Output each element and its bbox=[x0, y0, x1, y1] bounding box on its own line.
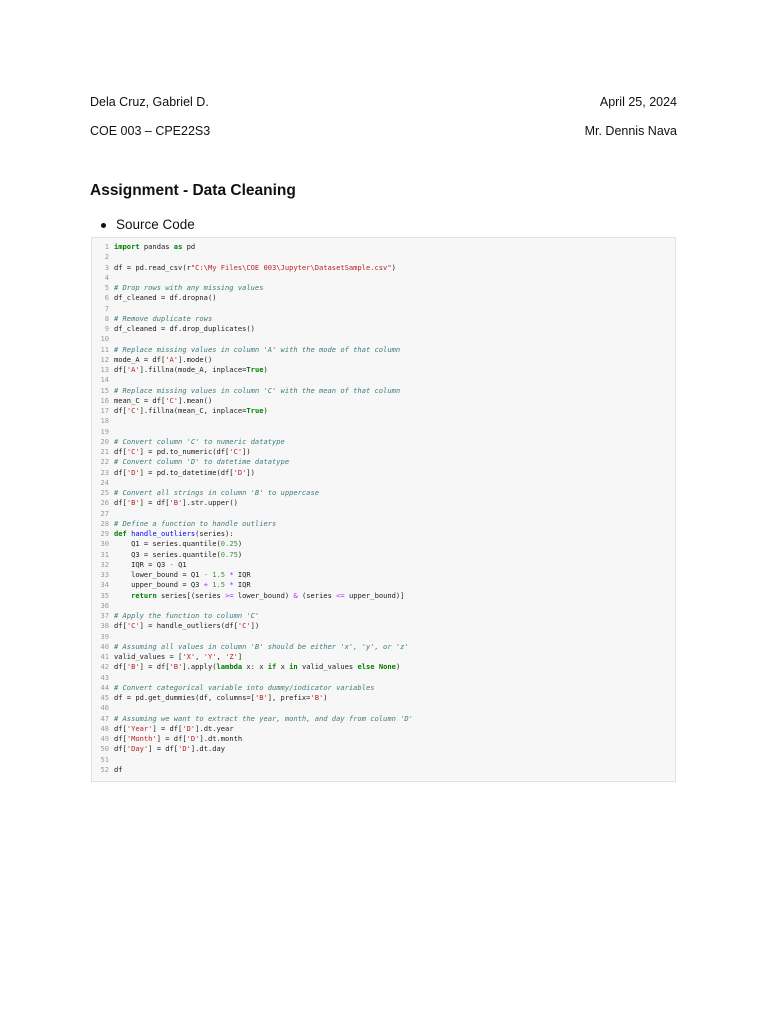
code-text: df['C'].fillna(mean_C, inplace=True) bbox=[114, 406, 268, 415]
code-text: Q3 = series.quantile(0.75) bbox=[114, 549, 243, 559]
code-line bbox=[92, 560, 675, 570]
line-number: 6 bbox=[104, 293, 109, 303]
code-line bbox=[92, 642, 675, 652]
author-name: Dela Cruz, Gabriel D. bbox=[90, 95, 209, 109]
line-number: 30 bbox=[100, 539, 109, 549]
code-block bbox=[91, 237, 676, 782]
line-number: 29 bbox=[100, 529, 109, 538]
code-line bbox=[92, 550, 675, 560]
code-text: import pandas as pd bbox=[114, 242, 196, 251]
code-text: # Define a function to handle outliers bbox=[114, 518, 277, 528]
code-line bbox=[92, 509, 675, 519]
line-number: 21 bbox=[100, 447, 109, 456]
code-text: df bbox=[114, 764, 123, 774]
code-line bbox=[92, 386, 675, 396]
code-text: # Replace missing values in column 'A' with the mode of that column bbox=[114, 344, 401, 354]
code-line bbox=[92, 242, 675, 252]
code-text: upper_bound = Q3 + 1.5 * IQR bbox=[114, 580, 251, 590]
code-line bbox=[92, 529, 675, 539]
code-line bbox=[92, 488, 675, 498]
bullet-item bbox=[116, 216, 195, 234]
line-number: 40 bbox=[100, 641, 109, 651]
assignment-title: Assignment - Data Cleaning bbox=[90, 182, 296, 199]
code-line bbox=[92, 673, 675, 683]
line-number: 16 bbox=[100, 395, 109, 405]
code-line bbox=[92, 734, 675, 744]
code-line bbox=[92, 714, 675, 724]
code-text: def handle_outliers(series): bbox=[114, 529, 234, 538]
code-line bbox=[92, 468, 675, 478]
code-text: valid_values = ['X', 'Y', 'Z'] bbox=[114, 652, 243, 661]
line-number: 43 bbox=[100, 672, 109, 682]
document-date: April 25, 2024 bbox=[599, 95, 677, 109]
code-text: df['Year'] = df['D'].dt.year bbox=[114, 723, 234, 733]
line-number: 24 bbox=[100, 477, 109, 487]
code-line bbox=[92, 703, 675, 713]
line-number: 37 bbox=[100, 611, 109, 620]
code-line bbox=[92, 478, 675, 488]
code-text: mean_C = df['C'].mean() bbox=[114, 395, 213, 405]
line-number: 19 bbox=[100, 426, 109, 436]
code-line bbox=[92, 457, 675, 467]
line-number: 22 bbox=[100, 457, 109, 467]
code-line bbox=[92, 252, 675, 262]
code-text: lower_bound = Q1 - 1.5 * IQR bbox=[114, 570, 251, 579]
line-number: 47 bbox=[100, 713, 109, 723]
code-text: df['B'] = df['B'].apply(lambda x: x if x in valid_values else None) bbox=[114, 662, 401, 672]
line-number: 11 bbox=[100, 344, 109, 354]
code-line bbox=[92, 263, 675, 273]
code-line bbox=[92, 539, 675, 549]
code-text: # Remove duplicate rows bbox=[114, 313, 213, 323]
code-text: # Assuming all values in column 'B' should be either 'x', 'y', or 'z' bbox=[114, 641, 409, 651]
line-number: 46 bbox=[100, 703, 109, 713]
line-number: 12 bbox=[100, 354, 109, 364]
code-text: df['B'] = df['B'].str.upper() bbox=[114, 498, 238, 508]
code-line bbox=[92, 724, 675, 734]
line-number: 2 bbox=[104, 252, 109, 262]
code-line bbox=[92, 334, 675, 344]
line-number: 45 bbox=[100, 693, 109, 702]
header-row-2 bbox=[90, 123, 677, 139]
line-number: 4 bbox=[104, 272, 109, 282]
line-number: 9 bbox=[104, 324, 109, 333]
line-number: 3 bbox=[104, 262, 109, 272]
line-number: 15 bbox=[100, 385, 109, 395]
line-number: 25 bbox=[100, 488, 109, 497]
code-line bbox=[92, 755, 675, 765]
line-number: 48 bbox=[100, 723, 109, 733]
line-number: 13 bbox=[100, 365, 109, 374]
code-line bbox=[92, 437, 675, 447]
code-line bbox=[92, 273, 675, 283]
code-text: # Convert column 'D' to datetime datatype bbox=[114, 457, 290, 467]
code-line bbox=[92, 293, 675, 303]
code-text: df['C'] = pd.to_numeric(df['C']) bbox=[114, 447, 251, 456]
code-line bbox=[92, 498, 675, 508]
line-number: 8 bbox=[104, 313, 109, 323]
line-number: 39 bbox=[100, 631, 109, 641]
code-line bbox=[92, 693, 675, 703]
code-line bbox=[92, 601, 675, 611]
line-number: 35 bbox=[100, 590, 109, 600]
bullet-dot-icon bbox=[101, 223, 106, 228]
code-line bbox=[92, 314, 675, 324]
code-text: df['D'] = pd.to_datetime(df['D']) bbox=[114, 467, 255, 477]
code-line bbox=[92, 375, 675, 385]
code-line bbox=[92, 519, 675, 529]
line-number: 36 bbox=[100, 600, 109, 610]
code-line bbox=[92, 416, 675, 426]
line-number: 5 bbox=[104, 283, 109, 292]
code-text: df = pd.get_dummies(df, columns=['B'], prefix='B') bbox=[114, 693, 328, 702]
code-line bbox=[92, 621, 675, 631]
code-text: # Replace missing values in column 'C' with the mean of that column bbox=[114, 385, 401, 395]
code-line bbox=[92, 591, 675, 601]
code-text: df['Month'] = df['D'].dt.month bbox=[114, 734, 243, 743]
code-text: # Drop rows with any missing values bbox=[114, 283, 264, 292]
code-line bbox=[92, 683, 675, 693]
code-text: Q1 = series.quantile(0.25) bbox=[114, 539, 243, 549]
code-line bbox=[92, 396, 675, 406]
code-text: # Apply the function to column 'C' bbox=[114, 611, 260, 620]
code-text: df_cleaned = df.drop_duplicates() bbox=[114, 324, 255, 333]
line-number: 1 bbox=[104, 242, 109, 251]
line-number: 18 bbox=[100, 416, 109, 426]
line-number: 51 bbox=[100, 754, 109, 764]
line-number: 14 bbox=[100, 375, 109, 385]
line-number: 28 bbox=[100, 518, 109, 528]
code-text: df['Day'] = df['D'].dt.day bbox=[114, 744, 226, 754]
line-number: 49 bbox=[100, 734, 109, 743]
line-number: 27 bbox=[100, 508, 109, 518]
line-number: 17 bbox=[100, 406, 109, 415]
line-number: 31 bbox=[100, 549, 109, 559]
line-number: 26 bbox=[100, 498, 109, 508]
code-text: # Convert column 'C' to numeric datatype bbox=[114, 436, 285, 446]
course-code: COE 003 – CPE22S3 bbox=[90, 124, 211, 138]
code-text: df_cleaned = df.dropna() bbox=[114, 293, 217, 303]
code-line bbox=[92, 744, 675, 754]
code-line bbox=[92, 406, 675, 416]
line-number: 23 bbox=[100, 467, 109, 477]
code-line bbox=[92, 365, 675, 375]
code-line bbox=[92, 652, 675, 662]
line-number: 42 bbox=[100, 662, 109, 672]
code-line bbox=[92, 324, 675, 334]
line-number: 20 bbox=[100, 436, 109, 446]
code-text: # Assuming we want to extract the year, month, and day from column 'D' bbox=[114, 713, 413, 723]
code-line bbox=[92, 662, 675, 672]
code-line bbox=[92, 355, 675, 365]
code-line bbox=[92, 580, 675, 590]
code-text: IQR = Q3 - Q1 bbox=[114, 559, 187, 569]
line-number: 38 bbox=[100, 621, 109, 631]
line-number: 7 bbox=[104, 303, 109, 313]
code-line bbox=[92, 447, 675, 457]
code-text: # Convert all strings in column 'B' to uppercase bbox=[114, 488, 319, 497]
code-line bbox=[92, 345, 675, 355]
code-text: df = pd.read_csv(r"C:\My Files\COE 003\Jupyter\DatasetSample.csv") bbox=[114, 262, 396, 272]
line-number: 10 bbox=[100, 334, 109, 344]
code-line bbox=[92, 611, 675, 621]
code-text: df['C'] = handle_outliers(df['C']) bbox=[114, 621, 260, 631]
instructor-name: Mr. Dennis Nava bbox=[584, 124, 677, 138]
code-text: return series[(series >= lower_bound) & (series <= upper_bound)] bbox=[131, 590, 405, 600]
code-line bbox=[92, 304, 675, 314]
line-number: 32 bbox=[100, 559, 109, 569]
code-text: mode_A = df['A'].mode() bbox=[114, 354, 213, 364]
code-line bbox=[92, 632, 675, 642]
bullet-label: Source Code bbox=[116, 217, 195, 232]
code-line bbox=[92, 427, 675, 437]
code-line bbox=[92, 283, 675, 293]
line-number: 33 bbox=[100, 570, 109, 579]
code-text: df['A'].fillna(mode_A, inplace=True) bbox=[114, 365, 268, 374]
code-line bbox=[92, 570, 675, 580]
line-number: 44 bbox=[100, 682, 109, 692]
line-number: 52 bbox=[100, 764, 109, 774]
line-number: 34 bbox=[100, 580, 109, 590]
line-number: 41 bbox=[100, 652, 109, 661]
line-number: 50 bbox=[100, 744, 109, 754]
header-row-1 bbox=[90, 94, 677, 110]
code-line bbox=[92, 765, 675, 775]
code-text: # Convert categorical variable into dummy/indicator variables bbox=[114, 682, 375, 692]
